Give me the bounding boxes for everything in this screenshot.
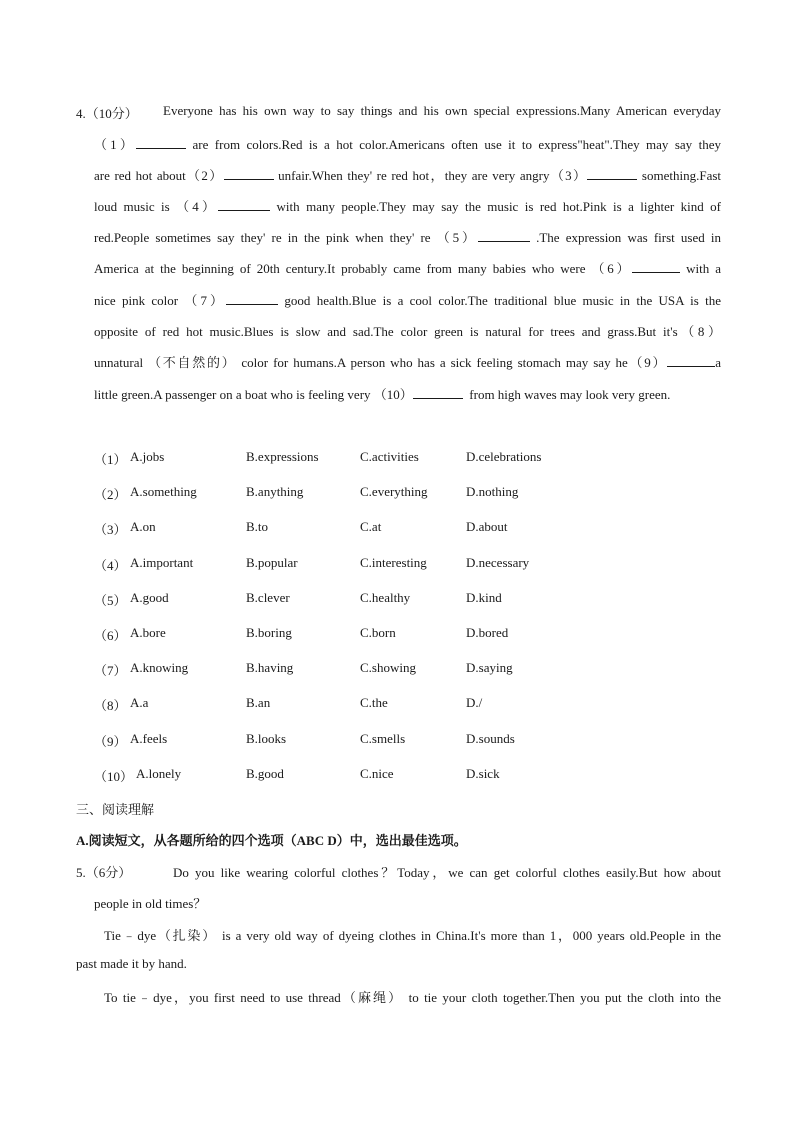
option-a[interactable]: A.bore	[130, 625, 166, 640]
q4-line-8	[94, 352, 721, 370]
answer-blank[interactable]	[226, 293, 278, 305]
q4-line-9	[94, 384, 670, 403]
q4-line-3	[94, 196, 721, 214]
q4-text: good health.Blue is a cool color.The traditional blue music in the USA is the	[284, 293, 721, 308]
q4-text: with a	[686, 261, 722, 276]
option-number: （8）	[94, 698, 127, 713]
option-number: （3）	[94, 522, 127, 537]
q4-text: red.People sometimes say they' re in the pink when they' re （5）	[94, 230, 478, 245]
option-a[interactable]: A.important	[130, 555, 194, 570]
option-b[interactable]: B.having	[246, 660, 294, 675]
option-number: （9）	[94, 734, 127, 749]
q4-line-4	[94, 227, 721, 245]
q4-line-2	[94, 165, 721, 183]
answer-blank[interactable]	[224, 168, 274, 180]
q4-text: opposite of red hot music.Blues is slow and sad.The color green is natural for trees and grass.But it's（8）	[94, 324, 721, 339]
q4-line-7	[94, 321, 721, 339]
section-instruction: A.阅读短文，从各题所给的四个选项（ABC D）中，选出最佳选项。	[76, 833, 467, 848]
option-c[interactable]: C.the	[360, 695, 388, 710]
q5-line-3: Tie﹣dye（扎染） is a very old way of dyeing clothes in China.It's more than 1，000 years old.People in the	[104, 928, 721, 943]
q4-line-5	[94, 258, 721, 276]
q4-text: are red hot about（2）	[94, 168, 224, 183]
option-d[interactable]: D.saying	[466, 660, 513, 675]
answer-blank[interactable]	[667, 355, 715, 367]
option-d[interactable]: D.sick	[466, 766, 500, 781]
option-c[interactable]: C.interesting	[360, 555, 427, 570]
option-d[interactable]: D.sounds	[466, 731, 515, 746]
option-d[interactable]: D.celebrations	[466, 449, 542, 464]
q4-line-1	[94, 134, 721, 152]
option-d[interactable]: D.kind	[466, 590, 502, 605]
q4-text: from high waves may look very green.	[469, 387, 671, 402]
option-c[interactable]: C.smells	[360, 731, 406, 746]
option-a[interactable]: A.jobs	[130, 449, 165, 464]
q4-text: something.Fast	[641, 168, 722, 183]
option-a[interactable]: A.on	[130, 519, 156, 534]
option-c[interactable]: C.nice	[360, 766, 394, 781]
section-title: 三、阅读理解	[76, 802, 155, 817]
option-b[interactable]: B.to	[246, 519, 269, 534]
option-c[interactable]: C.activities	[360, 449, 419, 464]
option-b[interactable]: B.clever	[246, 590, 290, 605]
option-c[interactable]: C.everything	[360, 484, 428, 499]
q4-text: nice pink color （7）	[94, 293, 227, 308]
answer-blank[interactable]	[632, 261, 680, 273]
option-number: （6）	[94, 628, 127, 643]
option-number: （10）	[94, 769, 134, 784]
answer-blank[interactable]	[413, 387, 463, 399]
option-number: （4）	[94, 558, 127, 573]
q5-line-4: past made it by hand.	[76, 956, 187, 971]
option-number: （2）	[94, 487, 127, 502]
q4-text: loud music is （4）	[94, 199, 219, 214]
option-a[interactable]: A.lonely	[136, 766, 182, 781]
option-d[interactable]: D./	[466, 695, 483, 710]
option-a[interactable]: A.a	[130, 695, 149, 710]
option-a[interactable]: A.feels	[130, 731, 168, 746]
q5-line-1: Do you like wearing colorful clothes？Today，we can get colorful clothes easily.But how about	[173, 865, 721, 880]
q5-line-2: people in old times？	[94, 896, 207, 911]
q4-text: （1）	[94, 137, 137, 152]
option-b[interactable]: B.an	[246, 695, 271, 710]
option-c[interactable]: C.showing	[360, 660, 416, 675]
answer-blank[interactable]	[136, 137, 186, 149]
answer-blank[interactable]	[587, 168, 637, 180]
q4-text: unfair.When they' re red hot，they are very angry（3）	[278, 168, 588, 183]
option-number: （1）	[94, 452, 127, 467]
option-b[interactable]: B.good	[246, 766, 284, 781]
q5-header: 5.（6分）	[76, 865, 132, 880]
q4-text: unnatural （不自然的） color for humans.A person who has a sick feeling stomach may say he（9）	[94, 355, 668, 370]
q4-text: are from colors.Red is a hot color.Americans often use it to express"heat".They may say they	[192, 137, 721, 152]
q4-text: little green.A passenger on a boat who is feeling very （10）	[94, 387, 413, 402]
q4-text: America at the beginning of 20th century.It probably came from many babies who were （6）	[94, 261, 633, 276]
option-a[interactable]: A.knowing	[130, 660, 189, 675]
q4-text: .The expression was first used in	[536, 230, 722, 245]
option-b[interactable]: B.boring	[246, 625, 292, 640]
q4-text: with many people.They may say the music is red hot.Pink is a lighter kind of	[276, 199, 721, 214]
option-number: （7）	[94, 663, 127, 678]
answer-blank[interactable]	[478, 230, 530, 242]
option-d[interactable]: D.necessary	[466, 555, 530, 570]
option-d[interactable]: D.about	[466, 519, 508, 534]
option-d[interactable]: D.bored	[466, 625, 509, 640]
option-b[interactable]: B.popular	[246, 555, 298, 570]
option-b[interactable]: B.anything	[246, 484, 304, 499]
option-c[interactable]: C.healthy	[360, 590, 411, 605]
q4-header: 4.（10分）	[76, 106, 138, 121]
option-c[interactable]: C.born	[360, 625, 396, 640]
option-b[interactable]: B.looks	[246, 731, 287, 746]
q4-line-0: Everyone has his own way to say things and his own special expressions.Many American everyday	[163, 103, 721, 118]
option-c[interactable]: C.at	[360, 519, 382, 534]
q4-text: a	[715, 355, 721, 370]
q5-line-5: To tie﹣dye，you first need to use thread（麻绳） to tie your cloth together.Then you put the cloth into the	[104, 990, 721, 1005]
option-a[interactable]: A.something	[130, 484, 197, 499]
option-d[interactable]: D.nothing	[466, 484, 519, 499]
option-a[interactable]: A.good	[130, 590, 169, 605]
answer-blank[interactable]	[218, 199, 270, 211]
option-number: （5）	[94, 593, 127, 608]
q4-line-6	[94, 290, 721, 308]
option-b[interactable]: B.expressions	[246, 449, 319, 464]
